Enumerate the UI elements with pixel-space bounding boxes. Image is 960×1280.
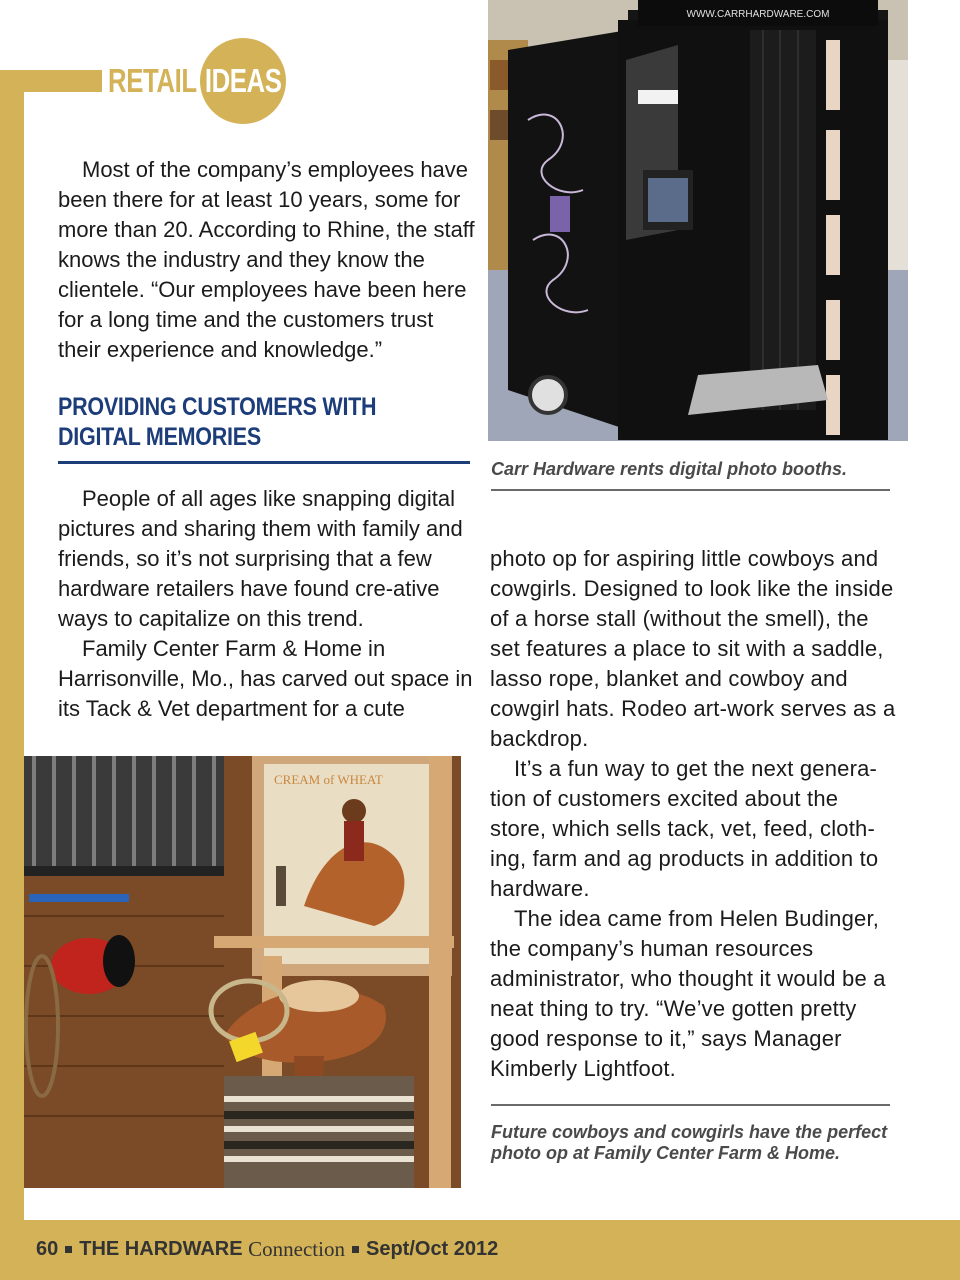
publication-name-serif: Connection bbox=[248, 1237, 345, 1261]
body-paragraph: People of all ages like snapping digital pictures and sharing them with family and friends, so it’s not surprising that a few hardware retailers have found cre-ative ways to capitalize on this trend. bbox=[58, 486, 463, 631]
caption-rule bbox=[491, 1104, 890, 1106]
publication-name-bold: THE HARDWARE bbox=[79, 1238, 243, 1260]
footer-separator bbox=[65, 1246, 72, 1253]
left-column-intro bbox=[58, 155, 478, 365]
section-logo-retail: RETAIL bbox=[108, 62, 197, 99]
page-number: 60 bbox=[36, 1238, 59, 1260]
issue-date: Sept/Oct 2012 bbox=[365, 1238, 499, 1260]
section-heading bbox=[58, 392, 411, 452]
photo-caption: Future cowboys and cowgirls have the perfect photo op at Family Center Farm & Home. bbox=[491, 1122, 888, 1163]
page-footer bbox=[36, 1237, 498, 1262]
body-paragraph: The idea came from Helen Budinger, the company’s human resources administrator, who thought it would be a neat thing to try. “We’ve gotten pretty good response to it,” says Manager Kimberly Lightfoot. bbox=[490, 906, 886, 1081]
body-paragraph: Most of the company’s employees have been there for at least 10 years, some for more than 20. According to Rhine, the staff knows the industry and they know the clientele. “Our employees have been here for a long time and the customers trust their experience and knowledge.” bbox=[58, 157, 475, 362]
photo-booth-illustration bbox=[488, 0, 908, 441]
poster-text: CREAM of WHEAT bbox=[274, 772, 383, 787]
footer-separator bbox=[352, 1246, 359, 1253]
left-column-body bbox=[58, 484, 478, 724]
booth-banner-text: WWW.CARRHARDWARE.COM bbox=[686, 9, 830, 20]
section-heading-rule bbox=[58, 461, 470, 464]
body-paragraph: Family Center Farm & Home in Harrisonville, Mo., has carved out space in its Tack & Vet department for a cute bbox=[58, 636, 473, 721]
section-logo-ideas: IDEAS bbox=[204, 62, 282, 99]
section-logo-circle bbox=[200, 38, 286, 124]
photo-caption: Carr Hardware rents digital photo booths. bbox=[491, 459, 848, 479]
left-gold-border bbox=[0, 70, 24, 1220]
caption-rule bbox=[491, 489, 890, 491]
section-logo bbox=[108, 36, 286, 126]
section-heading-line: DIGITAL MEMORIES bbox=[58, 423, 261, 451]
section-heading-line: PROVIDING CUSTOMERS WITH bbox=[58, 393, 377, 421]
photo-booth-image bbox=[488, 0, 908, 441]
horse-stall-illustration bbox=[24, 756, 461, 1188]
body-paragraph: photo op for aspiring little cowboys and cowgirls. Designed to look like the inside of a horse stall (without the smell), the set features a place to sit with a saddle, lasso rope, blanket and cowboy and cowgirl hats. Rodeo art-work serves as a backdrop. bbox=[490, 546, 896, 751]
horse-stall-image bbox=[24, 756, 461, 1188]
right-column-body bbox=[490, 544, 900, 1084]
body-paragraph: It’s a fun way to get the next genera-tion of customers excited about the store, which sells tack, vet, feed, cloth-ing, farm and ag products in addition to hardware. bbox=[490, 756, 879, 901]
